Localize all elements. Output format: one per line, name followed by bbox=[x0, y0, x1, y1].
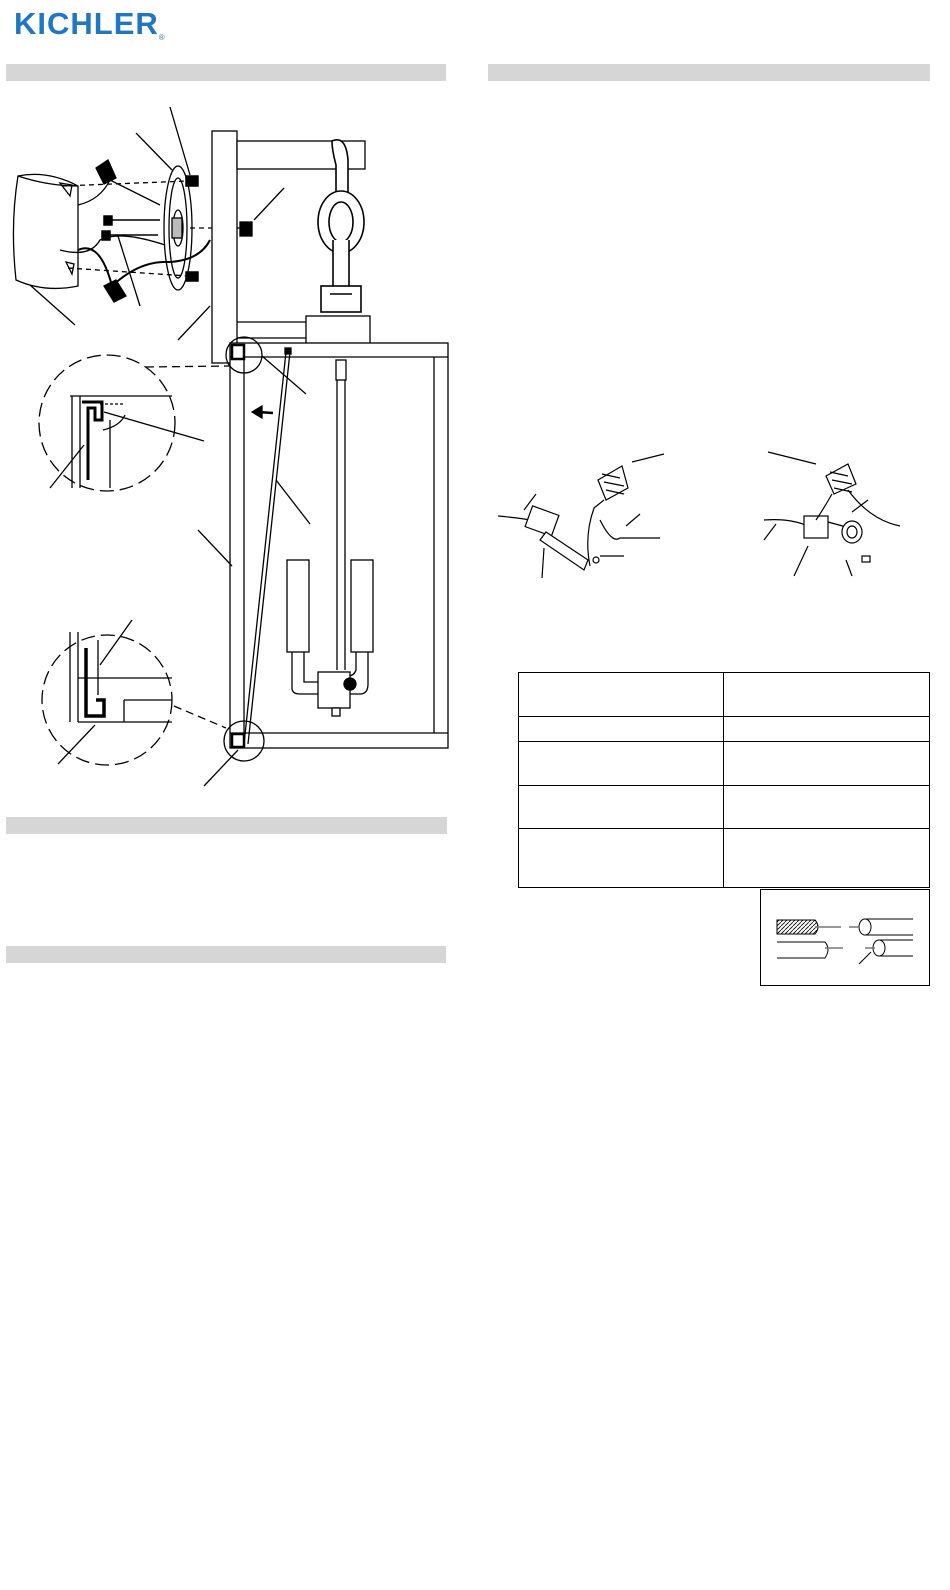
table-cell bbox=[723, 673, 930, 717]
leader-wire-nut-left bbox=[632, 454, 664, 462]
leader-fixture-wire-left bbox=[626, 514, 640, 526]
leader-washer-right bbox=[846, 560, 852, 576]
leader-wire-nut-right bbox=[768, 452, 816, 464]
table-row bbox=[519, 673, 930, 717]
table-cell bbox=[519, 717, 724, 742]
table-row bbox=[519, 786, 930, 829]
table-row bbox=[519, 717, 930, 742]
wire-type-legend bbox=[760, 889, 930, 986]
table-cell bbox=[519, 829, 724, 888]
leader-ground-wire-right bbox=[764, 524, 776, 540]
table-cell bbox=[723, 742, 930, 786]
table-cell bbox=[723, 829, 930, 888]
table-cell bbox=[519, 742, 724, 786]
table-cell bbox=[519, 673, 724, 717]
leader-fixture-wire-right bbox=[852, 500, 868, 512]
ground-screw-diagram-left bbox=[498, 454, 664, 578]
wire-type-legend-icon bbox=[761, 890, 931, 987]
kichler-logo: KICHLER® bbox=[14, 6, 166, 42]
leader-bracket-left bbox=[542, 548, 544, 578]
table-row bbox=[519, 829, 930, 888]
table-row bbox=[519, 742, 930, 786]
table-cell bbox=[723, 786, 930, 829]
leader-ground-screw-right bbox=[794, 546, 808, 576]
ground-screw-diagram-right bbox=[764, 452, 900, 576]
table-cell bbox=[519, 786, 724, 829]
table-cell bbox=[723, 717, 930, 742]
wire-connection-table bbox=[518, 672, 930, 888]
